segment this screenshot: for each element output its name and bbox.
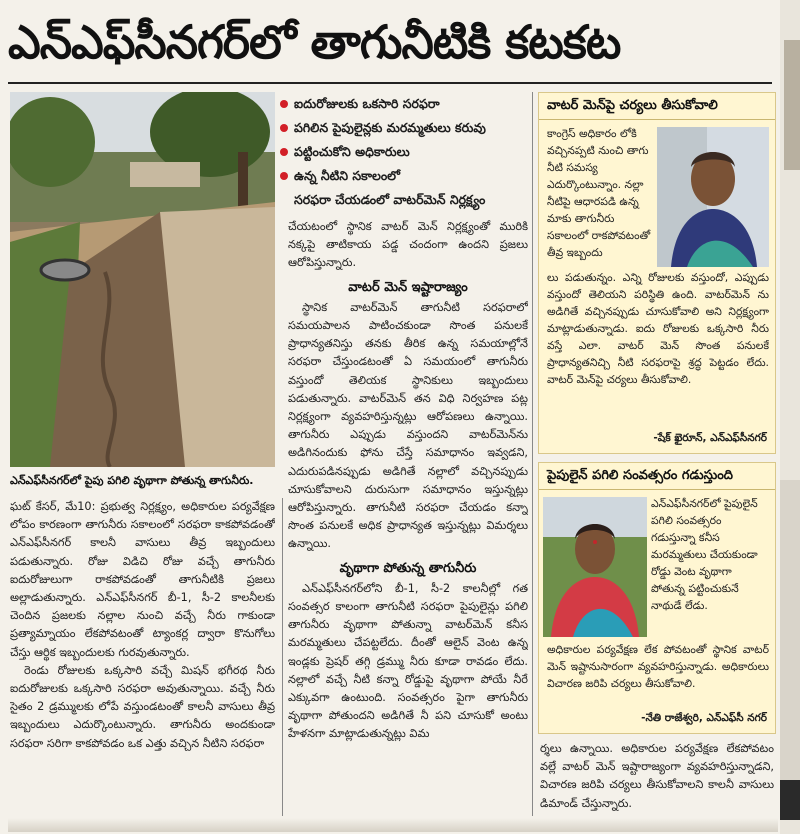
box-title: వాటర్ మెన్‌పై చర్యలు తీసుకోవాలి [539, 93, 775, 120]
paragraph: ఎన్‌ఎఫ్‌సీనగర్‌లోని బీ-1, సీ-2 కాలనీల్లో గత సంవత్సర కాలంగా తాగునీటి సరఫరా పైపులైన్లు పగిలి తాగునీరు వృథాగా పోతున్నా వాటర్‌మెన్ కనీస మరమ్మతులు చేపట్టలేదు. దీంతో ఆలైన్ వెంట ఉన్న ఇండ్లకు ప్రెషర్ తగ్గి డ్రమ్ము నీరు కూడా రావడం లేదు. నల్లాలో వచ్చే నీటి కన్నా రోడ్డుపై వృథాగా పోయే నీరే ఎక్కువగా ఉంటుంది. సంవత్సరం పైగా తాగునీరు వృథాగా పోతుందని అడిగితే నీ పని చూసుకో అంటు హేళనగా మాట్లాడుతున్నట్లు విమ [288, 581, 528, 741]
article-column-2 [288, 218, 528, 816]
headline: ఎన్‌ఎఫ్‌సీనగర్‌లో తాగునీటికి కటకట [8, 15, 621, 69]
paragraph: స్థానిక వాటర్‌మెన్ తాగునీటి సరఫరాలో సమయపాలన పాటించకుండా సొంత పనులకే ప్రాధాన్యతనిస్తు తనకు తీరిక ఉన్న సమయాల్లోనే సరఫరా చేస్తుండటంతో ఏ సమయంలో తాగునీరు వస్తుందో తెలియక స్థానికులు ఇబ్బందులు పడుతున్నారు. వాటర్‌మెన్ తన విధి నిర్వహణ పట్ల నిర్లక్ష్యంగా వ్యవహరిస్తున్నట్లు ఆరోపణలు ఉన్నాయి. తాగునీరు ఎప్పుడు వస్తుందని వాటర్‌మెన్‌ను అడిగినందుకు ఫోను చేస్తే సమాధానం ఇవ్వడని, ఎదురుపడినప్పుడు అడిగితే నల్లాలో వచ్చినప్పుడు చూసుకోవాలని దురుసుగా సమాధానం ఇస్తున్నట్లు ఆరోపిస్తున్నారు. తాగునీటి సరఫరా చేయడం కన్నా సొంత పనులకే అధిక ప్రాధాన్యత ఇస్తున్నట్లు విమర్శలు ఉన్నాయి. [288, 300, 528, 551]
article-column-3 [540, 740, 774, 816]
highlights-list [278, 92, 528, 212]
road-photo [10, 92, 275, 467]
byline: -నేతి రాజేశ్వరి, ఎన్ఎఫ్‌సీ నగర్ [641, 712, 767, 724]
person-photo [543, 497, 647, 637]
box-title: పైపులైన్ పగిలి సంవత్సరం గడుస్తుంది [539, 463, 775, 490]
bullet-dot-icon [280, 124, 288, 132]
bullet-dot-icon [280, 148, 288, 156]
bullet-dot-icon [280, 172, 288, 180]
quote-box-2 [538, 462, 776, 734]
article-column-1 [10, 498, 275, 816]
headline-rule [8, 82, 772, 84]
highlight-item: సరఫరా చేయడంలో వాటర్‌మెన్ నిర్లక్ష్యం [294, 192, 486, 207]
highlight-item: ఉన్న నీటిని సకాలంలో [278, 164, 528, 188]
person-photo [657, 127, 769, 267]
highlight-item: పట్టించుకోని అధికారులు [278, 140, 528, 164]
box-text: ఎన్‌ఎఫ్‌సీనగర్‌లో పైపులైన్ పగిలి సంవత్సరం గడుస్తున్నా కనీస మరమ్మతులు చేయకుండా రోడ్డు వెంట వృథాగా పోతున్న పట్టించుకునే నాథుడే లేడు. [651, 497, 758, 612]
quote-box-1 [538, 92, 776, 454]
highlight-item: పగిలిన పైపులైన్లకు మరమ్మతులు కరువు [278, 116, 528, 140]
paragraph: ఘట్ కేసర్, మే10: ప్రభుత్వ నిర్లక్ష్యం, అధికారుల పర్యవేక్షణ లోపం కారణంగా తాగునీరు సకాలంలో సరఫరా కాకపోవడంతో ఎన్‌ఎఫ్‌సీనగర్ కాలనీ వాసులు తీవ్ర ఇబ్బందులు పడుతున్నారు. రోజు విడిచి రోజు వచ్చే తాగునీరు ఐదురోజులుగా రాకపోవడంతో తాగునీటికి ప్రజలు అల్లాడుతున్నారు. ఎన్‌ఎఫ్‌సీనగర్ బీ-1, సీ-2 కాలనీలకు చెందిన ప్రజలకు నల్లాల నుంచి వచ్చే నీరు గాకుండా ప్రత్యామ్నాయం లేకపోవటంతో ట్యాంకర్ల ద్వారా కొనుగోలు చేస్తు ఆర్థిక ఇబ్బందులకు గురవుతున్నారు. [10, 500, 275, 659]
byline: -షేక్ ఖైరూన్, ఎన్‌ఎఫ్‌సీనగర్ [653, 432, 767, 444]
box-text: అధికారుల పర్యవేక్షణ లేక పోవటంతో స్థానిక వాటర్ మెన్ ఇష్టానుసారంగా వ్యవహరిస్తున్నాడు. అధికారులు విచారణ జరిపి చర్యలు తీసుకోవాలి. [547, 643, 769, 690]
subheading: వాటర్ మెన్ ఇష్టారాజ్యం [348, 279, 468, 295]
photo-caption: ఎన్‌ఎఫ్‌సీనగర్‌లో పైపు పగిలి వృథాగా పోతున్న తాగునీరు. [10, 474, 254, 487]
box-text: కాంగ్రెస్ అధికారం లోకి వచ్చినప్పటి నుంచి తాగు నీటి సమస్య ఎదుర్కొంటున్నాం. నల్లా నీటిపై ఆధారపడి ఉన్న మాకు తాగునీరు సకాలంలో రాకపోవటంతో తీవ్ర ఇబ్బందు [547, 127, 651, 259]
paragraph: చేయటంలో స్థానిక వాటర్ మెన్ నిర్లక్ష్యంతో మురికి నక్కపై తాటికాయ పడ్డ చందంగా ఉందని ప్రజలు ఆరోపిస్తున్నారు. [288, 220, 528, 270]
adjacent-page-edge [780, 0, 800, 834]
paragraph: ర్శలు ఉన్నాయి. అధికారుల పర్యవేక్షణ లేకపోవటం వల్లే వాటర్ మెన్ ఇష్టారాజ్యంగా వ్యవహరిస్తున్నాడని, విచారణ జరిపి చర్యలు తీసుకోవాలని కాలనీ వాసులు డిమాండ్ చేస్తున్నారు. [540, 742, 774, 810]
subheading: వృథాగా పోతున్న తాగునీరు [339, 560, 477, 576]
next-headline-fragment [8, 818, 778, 834]
column-divider [282, 498, 283, 816]
highlight-item: ఐదురోజులకు ఒకసారి సరఫరా [278, 92, 528, 116]
box-text: లు పడుతున్నం. ఎన్ని రోజులకు వస్తుందో, ఎప్పుడు వస్తుందో తెలియని పరిస్థితి ఉంది. వాటర్‌మెన్ ను అడిగితే వచ్చినప్పుడు చూసుకోవాలి అని నిర్లక్ష్యంగా మాట్లాడుతున్నాడు. ఐదు రోజులకు ఒక్కసారి నీరు వస్తే ఎలా. వాటర్ మెన్ సొంత పనులకే ప్రాధాన్యతనిచ్చి నీటి సరఫరాపై శ్రద్ధ పెట్టడం లేదు. వాటర్ మెన్‌పై చర్యలు తీసుకోవాలి. [547, 271, 769, 386]
bullet-dot-icon [280, 100, 288, 108]
paragraph: రెండు రోజులకు ఒక్కసారి వచ్చే మిషన్ భగీరథ నీరు ఐదురోజులకు ఒక్కసారి సరఫరా అవుతున్నాయి. వచ్చే నీరు సైతం 2 డ్రమ్ములకు లోపే వస్తుండటంతో కాలనీ వాసులు తీవ్ర ఇబ్బందులు ఎదుర్కొంటున్నారు. తాగునీరు అందకుండా సరఫరా సరిగా కాకపోవడం ఒక ఎత్తు వచ్చిన నీటిని సరఫరా [10, 663, 275, 750]
column-divider [532, 92, 533, 816]
